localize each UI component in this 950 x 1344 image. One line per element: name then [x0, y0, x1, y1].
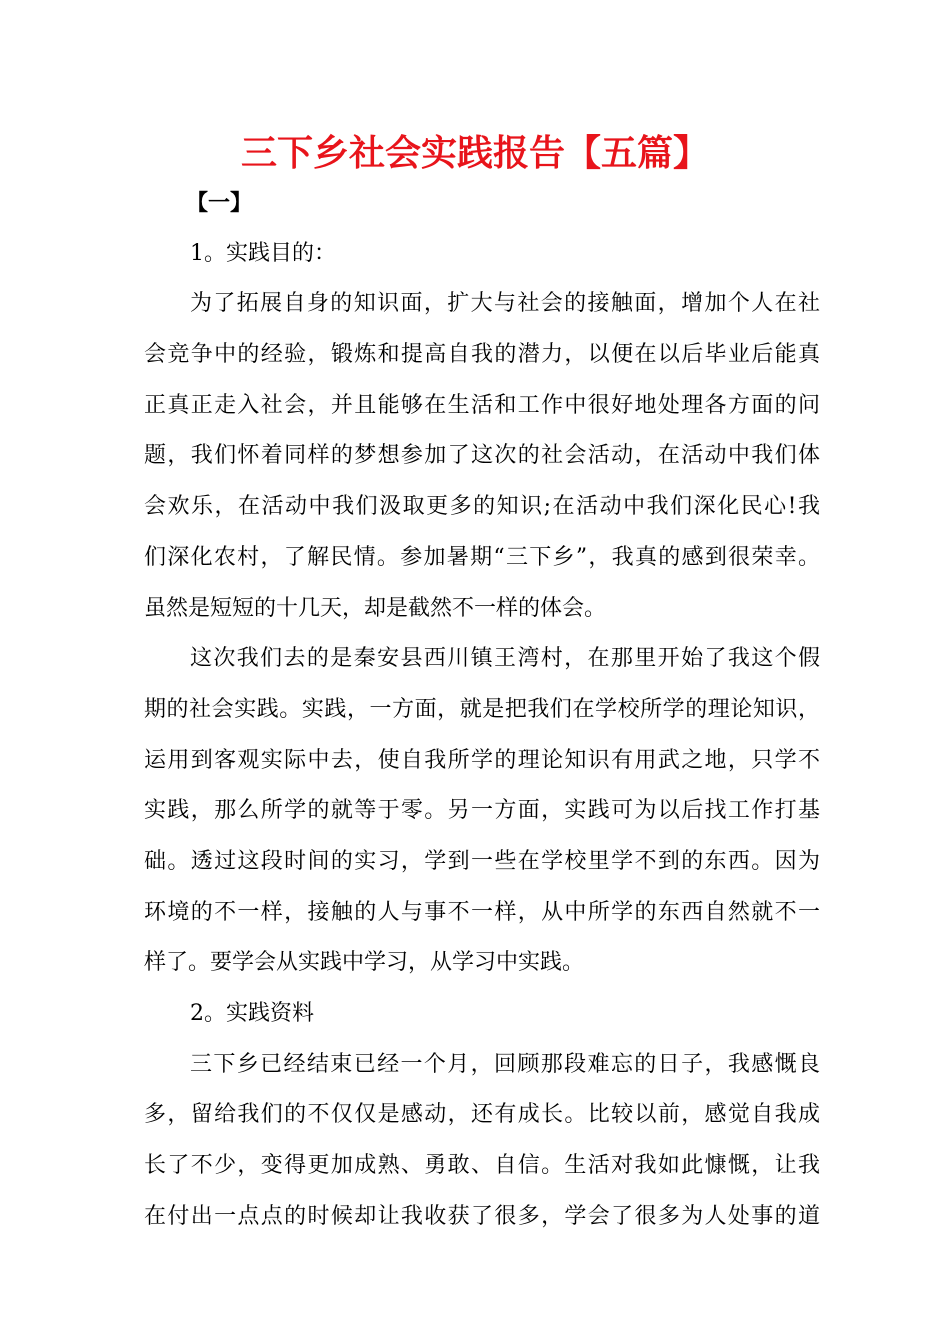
subheading-content: 2。实践资料: [190, 1001, 314, 1026]
document-body: [144, 178, 820, 1242]
paragraph-line: 们深化农村，了解民情。参加暑期“三下乡”，我真的感到很荣幸。: [144, 544, 820, 570]
paragraph-line: 会竞争中的经验，锻炼和提高自我的潜力，以便在以后毕业后能真: [144, 342, 820, 368]
paragraph-line: 三下乡已经结束已经一个月，回顾那段难忘的日子，我感慨良: [190, 1051, 820, 1077]
paragraph-line: 会欢乐，在活动中我们汲取更多的知识;在活动中我们深化民心!我: [144, 494, 820, 520]
paragraph-line: 这次我们去的是秦安县西川镇王湾村，在那里开始了我这个假: [190, 646, 820, 672]
paragraph-line: 环境的不一样，接触的人与事不一样，从中所学的东西自然就不一: [144, 899, 820, 925]
paragraph-line: 虽然是短短的十几天，却是截然不一样的体会。: [144, 595, 607, 621]
paragraph-line: 正真正走入社会，并且能够在生活和工作中很好地处理各方面的问: [144, 392, 820, 418]
subheading-purpose: 1。实践目的：: [190, 240, 336, 266]
paragraph-line: 为了拓展自身的知识面，扩大与社会的接触面，增加个人在社: [190, 291, 820, 317]
paragraph-line: 在付出一点点的时候却让我收获了很多，学会了很多为人处事的道: [144, 1203, 820, 1229]
paragraph-line: 多，留给我们的不仅仅是感动，还有成长。比较以前，感觉自我成: [144, 1102, 820, 1128]
paragraph-line: 运用到客观实际中去，使自我所学的理论知识有用武之地，只学不: [144, 747, 820, 773]
paragraph-line: 长了不少，变得更加成熟、勇敢、自信。生活对我如此慷慨，让我: [144, 1153, 820, 1179]
paragraph-line: 样了。要学会从实践中学习，从学习中实践。: [144, 950, 585, 976]
paragraph-line: 期的社会实践。实践，一方面，就是把我们在学校所学的理论知识，: [144, 696, 820, 722]
paragraph-line: 础。透过这段时间的实习，学到一些在学校里学不到的东西。因为: [144, 848, 820, 874]
paragraph-line: 实践，那么所学的就等于零。另一方面，实践可为以后找工作打基: [144, 798, 820, 824]
document-title: 三下乡社会实践报告【五篇】: [240, 132, 709, 174]
paragraph-line: 题，我们怀着同样的梦想参加了这次的社会活动，在活动中我们体: [144, 443, 820, 469]
section-label: 【一】: [186, 190, 253, 216]
